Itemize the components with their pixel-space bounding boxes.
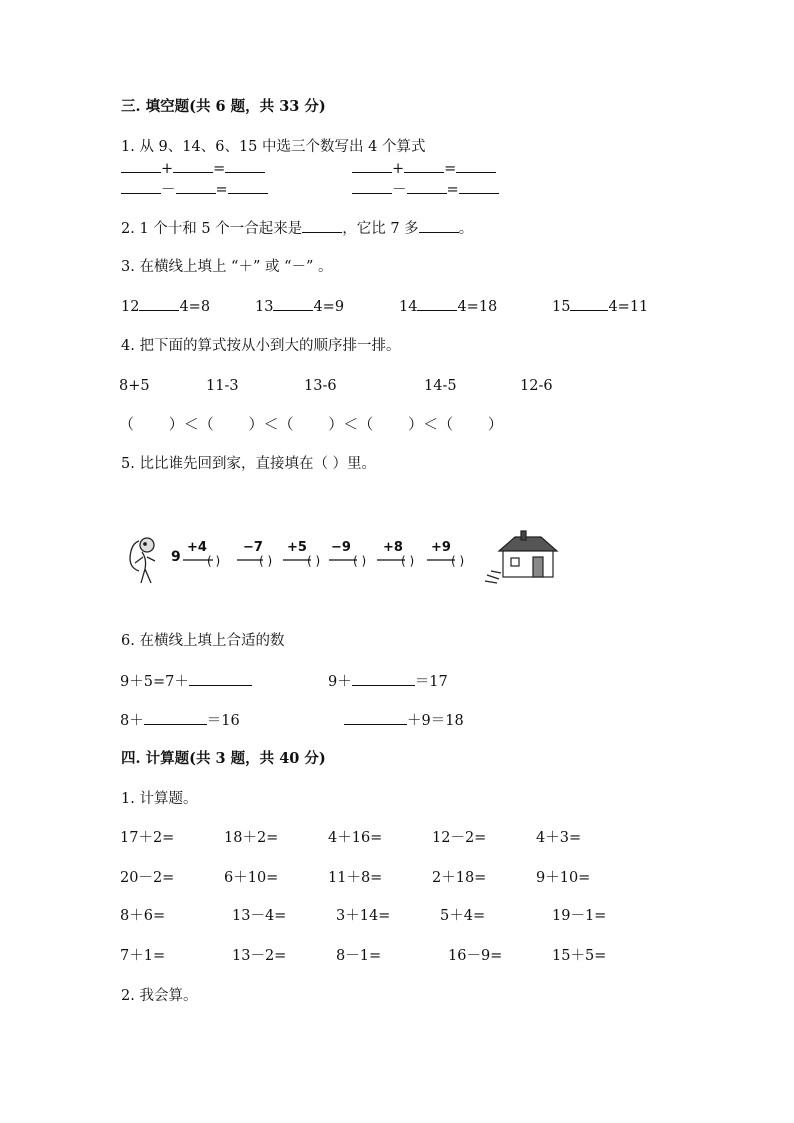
q3-item <box>121 297 210 316</box>
answer-paren[interactable]: ( ) <box>259 554 273 568</box>
q4-prompt: 4. 把下面的算式按从小到大的顺序排一排。 <box>121 338 401 354</box>
calc-item: 15＋5= <box>552 948 607 964</box>
q3-operand: 13 <box>255 299 274 315</box>
calc-item: 20－2= <box>120 870 175 886</box>
step-operation: −9 <box>331 540 351 555</box>
q3-item <box>255 297 344 316</box>
minus-sign: － <box>161 182 176 198</box>
answer-blank[interactable] <box>344 711 407 725</box>
q3-item <box>552 297 648 316</box>
q1-equation-3 <box>121 180 268 199</box>
equals-sign: = <box>215 182 228 198</box>
answer-paren[interactable]: ( ) <box>401 554 415 568</box>
calc-item: 18＋2= <box>224 830 279 846</box>
q3-operand: 12 <box>121 299 140 315</box>
race-step <box>183 540 220 568</box>
race-step <box>237 540 272 568</box>
q3-operand: 4=8 <box>179 299 211 315</box>
answer-blank[interactable] <box>176 180 216 194</box>
monkey-icon <box>130 538 155 583</box>
q2-text-3: 。 <box>458 221 474 237</box>
answer-blank[interactable] <box>189 672 252 686</box>
equals-sign: = <box>444 161 457 177</box>
calc-item: 7＋1= <box>120 948 166 964</box>
calc-item: 11＋8= <box>328 870 383 886</box>
s4-q1-prompt: 1. 计算题。 <box>121 791 198 807</box>
start-number: 9 <box>171 549 181 565</box>
section-3-heading: 三. 填空题(共 6 题，共 33 分) <box>121 98 326 115</box>
race-step <box>283 540 320 568</box>
q2-prompt <box>121 219 473 238</box>
q4-expr: 14-5 <box>424 378 457 394</box>
calc-item: 6＋10= <box>224 870 279 886</box>
answer-blank[interactable] <box>121 159 161 173</box>
race-step <box>329 540 366 568</box>
q6-row1-b <box>328 672 448 691</box>
answer-paren[interactable]: ( ) <box>207 554 221 568</box>
answer-blank[interactable] <box>302 219 342 233</box>
q6-row2-b <box>344 711 464 730</box>
answer-blank[interactable] <box>419 219 459 233</box>
calc-item: 4＋3= <box>536 830 582 846</box>
q4-expr: 13-6 <box>304 378 337 394</box>
q1-equation-2 <box>352 159 496 178</box>
answer-paren[interactable]: ( ) <box>307 554 321 568</box>
q4-expr: 11-3 <box>206 378 239 394</box>
answer-blank[interactable] <box>417 297 457 311</box>
q6-expr: 8＋ <box>120 713 144 729</box>
q5-prompt: 5. 比比谁先回到家，直接填在（ ）里。 <box>121 456 377 472</box>
answer-blank[interactable] <box>407 180 447 194</box>
step-operation: −7 <box>243 540 263 555</box>
calc-item: 9＋10= <box>536 870 591 886</box>
q6-row1-a <box>120 672 252 691</box>
calc-item: 2＋18= <box>432 870 487 886</box>
answer-blank[interactable] <box>273 297 313 311</box>
plus-sign: + <box>161 161 174 177</box>
race-home-strip <box>121 527 561 589</box>
calc-item: 4＋16= <box>328 830 383 846</box>
q3-operand: 15 <box>552 299 571 315</box>
calc-item: 3＋14= <box>336 908 391 924</box>
equals-sign: = <box>446 182 459 198</box>
q3-item <box>399 297 497 316</box>
answer-blank[interactable] <box>570 297 608 311</box>
q6-expr: ＝17 <box>414 674 448 690</box>
answer-blank[interactable] <box>404 159 444 173</box>
q1-equation-4 <box>352 180 499 199</box>
step-operation: +5 <box>287 540 307 555</box>
q4-order-row: （ ）＜（ ）＜（ ）＜（ ）＜（ ） <box>119 415 503 433</box>
q6-row2-a <box>120 711 240 730</box>
s4-q2-prompt: 2. 我会算。 <box>121 988 198 1004</box>
answer-paren[interactable]: ( ) <box>451 554 465 568</box>
q4-expr: 8+5 <box>119 378 150 394</box>
q1-prompt: 1. 从 9、14、6、15 中选三个数写出 4 个算式 <box>121 139 426 155</box>
plus-sign: + <box>392 161 405 177</box>
calc-item: 19－1= <box>552 908 607 924</box>
answer-blank[interactable] <box>352 672 415 686</box>
q4-expr: 12-6 <box>520 378 553 394</box>
step-operation: +8 <box>383 540 403 555</box>
minus-sign: － <box>392 182 407 198</box>
q3-operand: 14 <box>399 299 418 315</box>
answer-blank[interactable] <box>144 711 207 725</box>
race-step <box>427 540 464 568</box>
race-step <box>377 540 414 568</box>
calc-item: 12－2= <box>432 830 487 846</box>
calc-item: 17＋2= <box>120 830 175 846</box>
answer-blank[interactable] <box>352 180 392 194</box>
answer-blank[interactable] <box>225 159 265 173</box>
q3-operand: 4=18 <box>457 299 498 315</box>
equals-sign: = <box>213 161 226 177</box>
q3-prompt: 3. 在横线上填上 “＋” 或 “－” 。 <box>121 259 333 275</box>
calc-item: 13－2= <box>232 948 287 964</box>
calc-item: 16－9= <box>448 948 503 964</box>
answer-blank[interactable] <box>456 159 496 173</box>
answer-blank[interactable] <box>173 159 213 173</box>
section-4-heading: 四. 计算题(共 3 题，共 40 分) <box>121 750 326 767</box>
q3-operand: 4=9 <box>313 299 345 315</box>
step-operation: +9 <box>431 540 451 555</box>
q2-text-2: ，它比 7 多 <box>342 221 419 237</box>
answer-blank[interactable] <box>121 180 161 194</box>
q3-operand: 4=11 <box>608 299 649 315</box>
q1-equation-1 <box>121 159 265 178</box>
answer-blank[interactable] <box>459 180 499 194</box>
house-icon <box>485 531 557 583</box>
calc-item: 13－4= <box>232 908 287 924</box>
answer-blank[interactable] <box>228 180 268 194</box>
q6-expr: ＋9＝18 <box>407 713 464 729</box>
q2-text-1: 2. 1 个十和 5 个一合起来是 <box>121 221 303 237</box>
q6-expr: 9＋5=7＋ <box>120 674 189 690</box>
q6-expr: 9＋ <box>328 674 352 690</box>
answer-blank[interactable] <box>352 159 392 173</box>
calc-item: 8－1= <box>336 948 382 964</box>
answer-paren[interactable]: ( ) <box>353 554 367 568</box>
q6-prompt: 6. 在横线上填上合适的数 <box>121 633 285 649</box>
calc-item: 8＋6= <box>120 908 166 924</box>
step-operation: +4 <box>187 540 207 555</box>
calc-item: 5＋4= <box>440 908 486 924</box>
q6-expr: ＝16 <box>206 713 240 729</box>
answer-blank[interactable] <box>139 297 179 311</box>
